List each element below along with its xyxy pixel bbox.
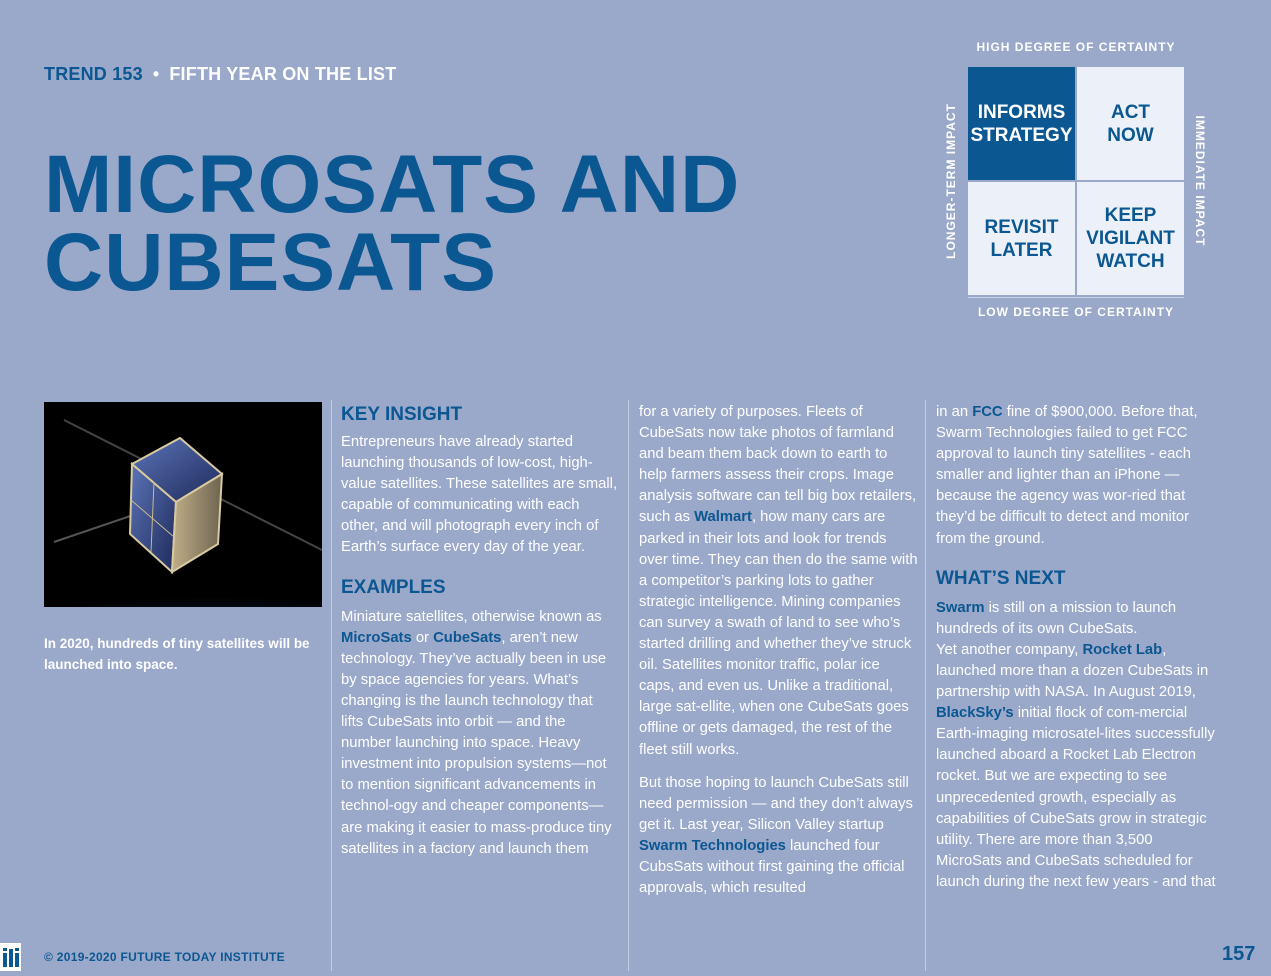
column-divider [925,400,926,971]
photo-caption: In 2020, hundreds of tiny satellites will be launched into space. [44,636,310,672]
link-rocket-lab: Rocket Lab [1082,641,1163,658]
cell-line: ACT [1110,101,1151,123]
matrix-bottom-rule [968,297,1184,298]
column-examples-continued [639,402,919,899]
swarm-mission-text [936,598,1220,640]
matrix-cell-informs-strategy [968,67,1075,180]
text-run: , launched more than a dozen CubeSats in partnership with NASA. In August 2019, [936,641,1209,701]
column-divider [331,400,332,971]
matrix-cell-act-now [1077,67,1184,180]
cubesat-photo [44,402,322,607]
text-run: , aren’t new technology. They’ve actually been in use by space agencies for years. What’s changing is the launch technology that lifts CubeSats into orbit — and the number launching into space. Heavy investment into propulsion systems—not to mention significant advancements in technol-ogy and cheaper components—are making it easier to mass-produce tiny satellites in a factory and launch them [341,629,612,857]
link-cubesats: CubeSats [433,629,502,646]
fti-logo-icon [0,943,21,971]
text-run: or [411,629,434,646]
examples-heading: EXAMPLES [341,576,446,598]
link-fcc: FCC [972,404,1003,420]
column-key-insight [341,402,619,860]
examples-text [341,607,619,860]
matrix-right-label: IMMEDIATE IMPACT [1193,115,1207,247]
link-microsats: MicroSats [341,629,412,646]
cell-line: NOW [1107,124,1154,146]
column-whats-next [936,402,1220,893]
cell-line: REVISIT [984,216,1059,238]
text-run: for a variety of purposes. Fleets of CubeSats now take photos of farmland and beam them back down to earth to help farmers assess their crops. Image analysis software can tell big box retailers, such as [639,404,917,526]
link-blacksky: BlackSky’s [936,705,1014,722]
text-run: Yet another company, [936,641,1083,658]
cell-line: VIGILANT [1086,228,1175,249]
text-run: launched four CubsSats without first gaining the official approvals, which resulted [639,837,905,897]
cell-line: WATCH [1096,251,1165,272]
column-divider [628,400,629,971]
whats-next-heading: WHAT’S NEXT [936,567,1066,589]
trend-year-label: FIFTH YEAR ON THE LIST [169,64,397,84]
permission-text [639,773,919,900]
logo-mark [0,943,21,971]
trend-line [44,64,396,85]
title-line-2: CUBESATS [44,217,497,308]
cell-line: INFORMS [977,101,1066,123]
matrix-bottom-label: LOW DEGREE OF CERTAINTY [977,305,1175,319]
text-run: fine of $900,000. Before that, Swarm Technologies failed to get FCC approval to launch tiny satellites - each smaller and lighter than an iPhone — because the agency was wor-ried that they’d be difficult to detect and monitor from the ground. [936,404,1198,547]
text-run: , how many cars are parked in their lots and look for trends over time. They can then do the same with a competitor’s parking lots to gather strategic intelligence. Mining companies can survey a swath of land to see who’s started drilling and whether they’ve struck oil. Satellites monitor traffic, polar ice caps, and even us. Unlike a traditional, large sat-ellite, when one CubeSats goes offline or gets damaged, the rest of the fleet still works. [639,509,918,758]
examples-continued-text [639,402,919,761]
cell-line: STRATEGY [970,124,1073,146]
text-run: Miniature satellites, otherwise known as [341,608,602,625]
trend-separator: • [152,64,160,84]
matrix-left-label: LONGER-TERM IMPACT [944,103,958,259]
title-line-1: MICROSATS AND [44,139,741,230]
trend-number: TREND 153 [44,64,143,84]
text-run: But those hoping to launch CubeSats still need permission — and they don’t always get it. Last year, Silicon Valley startup [639,774,913,833]
cell-line: KEEP [1104,205,1157,226]
key-insight-text: Entrepreneurs have already started launching thousands of low-cost, high-value satellites. These satellites are small, capable of communicating with each other, and will photograph every inch of Earth’s surface every day of the year. [341,434,618,556]
text-run: is still on a mission to launch hundreds of its own CubeSats. [936,599,1177,637]
link-walmart: Walmart [694,509,752,526]
page-number: 157 [1222,943,1256,965]
page-title [44,139,741,308]
text-run: initial flock of com-mercial Earth-imaging microsatel-lites successfully launched aboard a Rocket Lab Electron rocket. But we are expecting to see unprecedented growth, especially as capabilities of CubeSats grow in strategic utility. There are more than 3,500 MicroSats and CubeSats scheduled for launch during the next few years - and that [936,705,1216,890]
text-run: in an [936,404,973,420]
matrix-top-label: HIGH DEGREE OF CERTAINTY [976,40,1176,54]
matrix-cell-keep-vigilant-watch [1077,182,1184,295]
footer-copyright: © 2019-2020 FUTURE TODAY INSTITUTE [44,950,285,964]
rocket-lab-text [936,640,1220,893]
link-swarm: Swarm [936,599,985,616]
paragraph-gap [639,761,919,773]
certainty-matrix [968,67,1184,297]
link-swarm-technologies: Swarm Technologies [639,837,786,854]
fcc-text [936,402,1220,550]
cell-line: LATER [990,239,1053,261]
cubesat-illustration [44,402,322,607]
matrix-cell-revisit-later [968,182,1075,295]
key-insight-heading: KEY INSIGHT [341,404,463,425]
